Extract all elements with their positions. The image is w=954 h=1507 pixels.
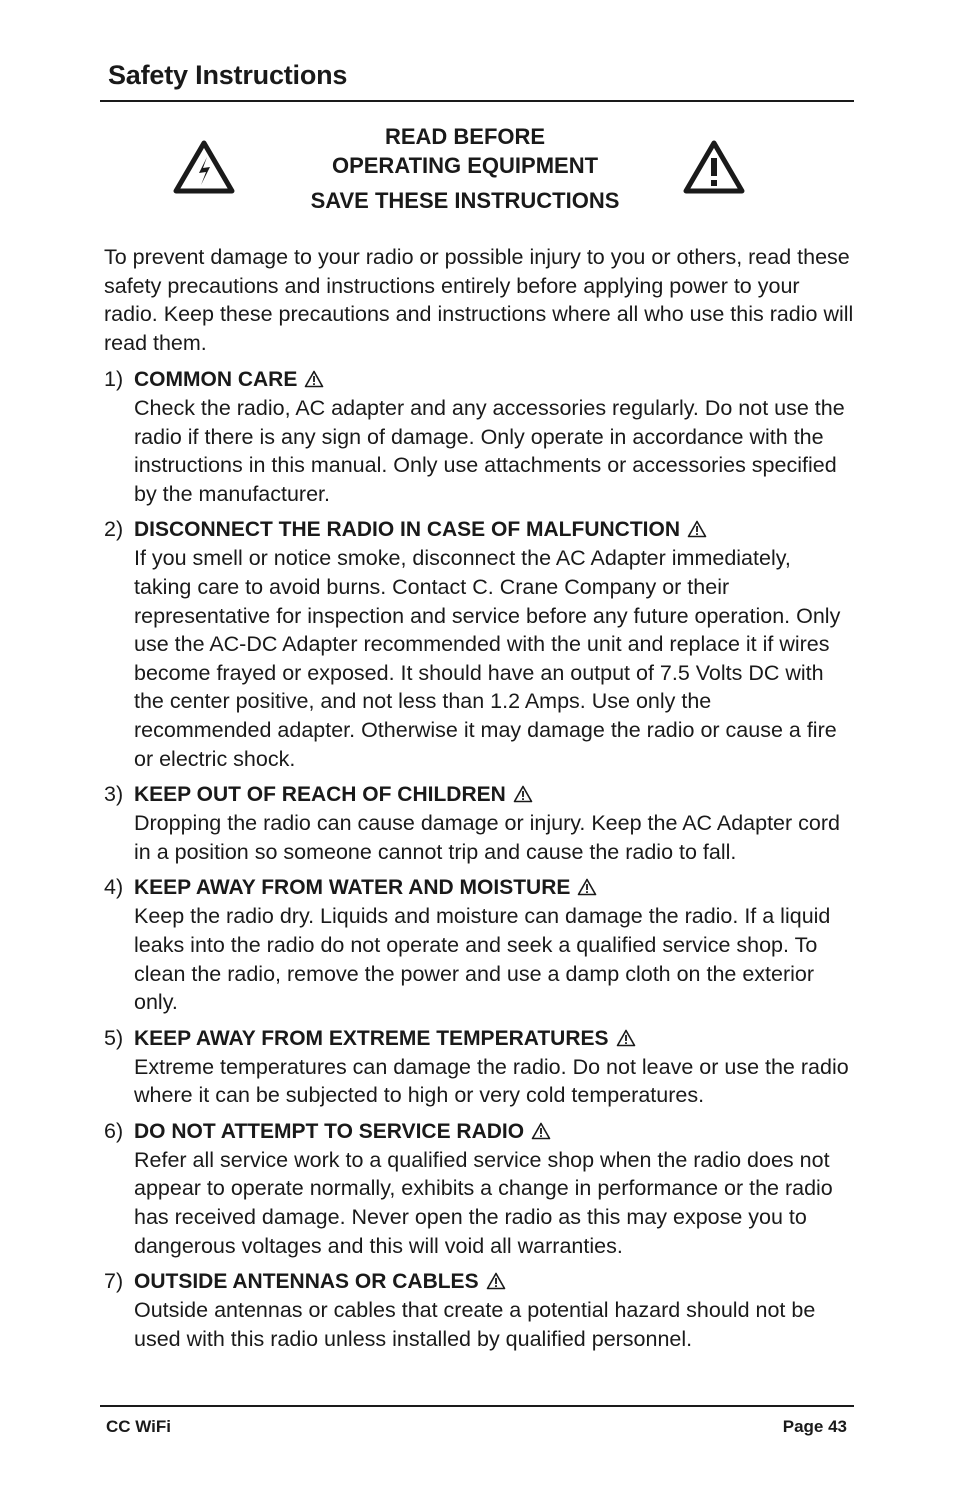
page-title: Safety Instructions bbox=[108, 60, 348, 90]
item-body: Outside antennas or cables that create a potential hazard should not be used with this radio unless installed by qualified personnel. bbox=[134, 1298, 816, 1351]
safety-item-temperatures bbox=[104, 1024, 854, 1110]
caution-icon bbox=[513, 785, 533, 803]
safety-item-children bbox=[104, 780, 854, 866]
safety-item-malfunction bbox=[104, 515, 854, 773]
item-body: Keep the radio dry. Liquids and moisture can damage the radio. If a liquid leaks into the radio do not operate and seek a qualified service shop. To clean the radio, remove the power and use a damp cloth on the exterior only. bbox=[134, 904, 831, 1015]
intro-paragraph: To prevent damage to your radio or possible injury to you or others, read these safety precautions and instructions entirely before applying power to your radio. Keep these precautions and instructions where all who use this radio will read them. bbox=[104, 245, 854, 355]
item-body: If you smell or notice smoke, disconnect the AC Adapter immediately, taking care to avoid burns. Contact C. Crane Company or their representative for inspection and service before any future operation. Only use the AC-DC Adapter recommended with the unit and replace it if wires become frayed or exposed. It should have an output of 7.5 Volts DC with the center positive, and not less than 1.2 Amps. Use only the recommended adapter. Otherwise it may damage the radio or cause a fire or electric shock. bbox=[134, 546, 841, 771]
item-heading: KEEP AWAY FROM EXTREME TEMPERATURES bbox=[134, 1024, 854, 1053]
exclamation-warning-icon bbox=[682, 139, 746, 200]
header-rule bbox=[100, 100, 854, 102]
caution-icon bbox=[687, 520, 707, 538]
footer-page-number: Page 43 bbox=[782, 1417, 847, 1436]
item-body: Extreme temperatures can damage the radio. Do not leave or use the radio where it can be subjected to high or very cold temperatures. bbox=[134, 1054, 849, 1108]
item-heading: KEEP AWAY FROM WATER AND MOISTURE bbox=[134, 873, 854, 902]
banner-line-3: SAVE THESE INSTRUCTIONS bbox=[310, 188, 620, 213]
caution-icon bbox=[577, 878, 597, 896]
item-number: 2) bbox=[104, 517, 124, 542]
caution-icon bbox=[616, 1029, 636, 1047]
safety-item-common-care bbox=[104, 365, 854, 508]
item-body: Refer all service work to a qualified service shop when the radio does not appear to operate normally, exhibits a change in performance or the radio has received damage. Never open the radio as this may expose you to dangerous voltages and this will void all warranties. bbox=[134, 1147, 833, 1258]
item-heading: DISCONNECT THE RADIO IN CASE OF MALFUNCTION bbox=[134, 515, 854, 544]
item-number: 6) bbox=[104, 1118, 124, 1143]
item-heading: COMMON CARE bbox=[134, 365, 854, 394]
item-heading: OUTSIDE ANTENNAS OR CABLES bbox=[134, 1267, 854, 1296]
warning-banner bbox=[100, 122, 854, 222]
banner-line-2: OPERATING EQUIPMENT bbox=[331, 153, 599, 178]
item-number: 4) bbox=[104, 875, 124, 900]
safety-list bbox=[104, 365, 854, 1360]
caution-icon bbox=[531, 1122, 551, 1140]
footer-product-name: CC WiFi bbox=[106, 1417, 172, 1436]
banner-line-1: READ BEFORE bbox=[384, 124, 546, 149]
item-heading: DO NOT ATTEMPT TO SERVICE RADIO bbox=[134, 1117, 854, 1146]
safety-item-antennas bbox=[104, 1267, 854, 1353]
item-number: 5) bbox=[104, 1025, 124, 1050]
item-number: 1) bbox=[104, 367, 124, 391]
item-number: 3) bbox=[104, 782, 124, 807]
item-body: Check the radio, AC adapter and any accessories regularly. Do not use the radio if there is any sign of damage. Only operate in accordance with the instructions in this manual. Only use attachments or accessories specified by the manufacturer. bbox=[134, 396, 845, 506]
safety-item-service bbox=[104, 1117, 854, 1260]
item-heading: KEEP OUT OF REACH OF CHILDREN bbox=[134, 780, 854, 809]
footer-rule bbox=[100, 1405, 854, 1407]
item-body: Dropping the radio can cause damage or injury. Keep the AC Adapter cord in a position so someone cannot trip and cause the radio to fall. bbox=[134, 811, 840, 864]
item-number: 7) bbox=[104, 1269, 124, 1294]
caution-icon bbox=[486, 1272, 506, 1290]
caution-icon bbox=[304, 370, 324, 388]
safety-item-water bbox=[104, 873, 854, 1016]
